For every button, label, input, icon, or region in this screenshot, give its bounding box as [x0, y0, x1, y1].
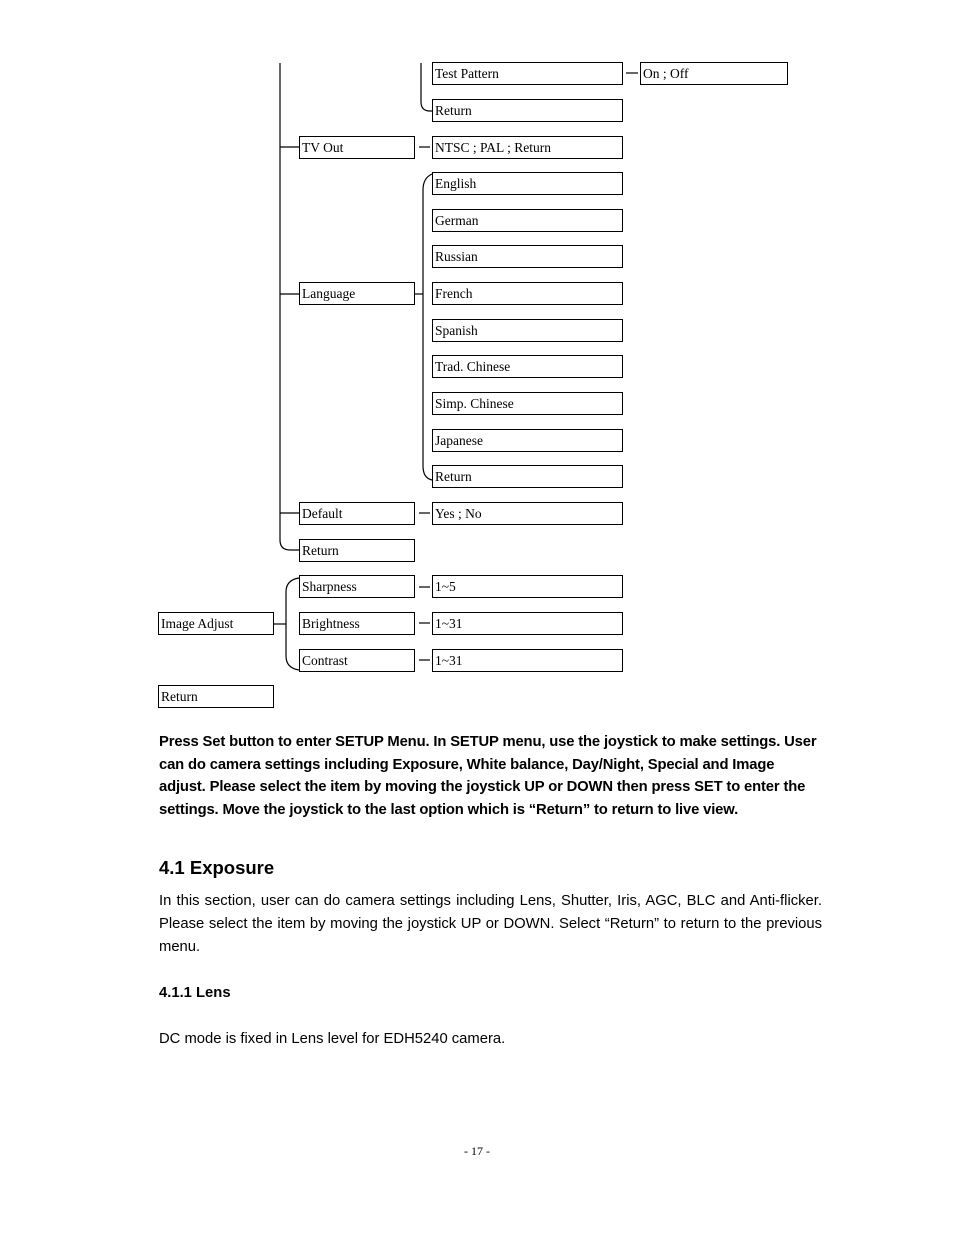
language-option: Japanese	[432, 429, 623, 452]
language-option: German	[432, 209, 623, 232]
brightness-item: Brightness	[299, 612, 415, 635]
section-paragraph: In this section, user can do camera settings including Lens, Shutter, Iris, AGC, BLC and Anti-flicker. Please select the item by moving the joystick UP or DOWN. Select “Return” to return to the previous menu.	[159, 893, 822, 955]
language-item: Language	[299, 282, 415, 305]
contrast-item: Contrast	[299, 649, 415, 672]
sharpness-range: 1~5	[432, 575, 623, 598]
image-adjust-item: Image Adjust	[158, 612, 274, 635]
sharpness-item: Sharpness	[299, 575, 415, 598]
section-heading: 4.1 Exposure	[159, 857, 275, 878]
main-return-item: Return	[158, 685, 274, 708]
tv-out-item: TV Out	[299, 136, 415, 159]
test-pattern-return-item: Return	[432, 99, 623, 122]
language-option: English	[432, 172, 623, 195]
language-option: Spanish	[432, 319, 623, 342]
special-return-item: Return	[299, 539, 415, 562]
contrast-range: 1~31	[432, 649, 623, 672]
subsection-paragraph: DC mode is fixed in Lens level for EDH5240 camera.	[159, 1031, 506, 1047]
language-option: French	[432, 282, 623, 305]
language-return-item: Return	[432, 465, 623, 488]
language-option: Trad. Chinese	[432, 355, 623, 378]
test-pattern-item: Test Pattern	[432, 62, 623, 85]
subsection-heading: 4.1.1 Lens	[159, 985, 231, 1001]
default-item: Default	[299, 502, 415, 525]
tv-out-options: NTSC ; PAL ; Return	[432, 136, 623, 159]
default-options: Yes ; No	[432, 502, 623, 525]
language-option: Simp. Chinese	[432, 392, 623, 415]
brightness-range: 1~31	[432, 612, 623, 635]
language-option: Russian	[432, 245, 623, 268]
intro-paragraph: Press Set button to enter SETUP Menu. In SETUP menu, use the joystick to make settings. User can do camera settings including Exposure, White balance, Day/Night, Special and Image adjust. Please select the item by moving the joystick UP or DOWN then press SET to enter the settings. Move the joystick to the last option which is “Return” to return to live view.	[159, 734, 817, 819]
page-number: - 17 -	[464, 1144, 490, 1158]
test-pattern-options: On ; Off	[640, 62, 788, 85]
